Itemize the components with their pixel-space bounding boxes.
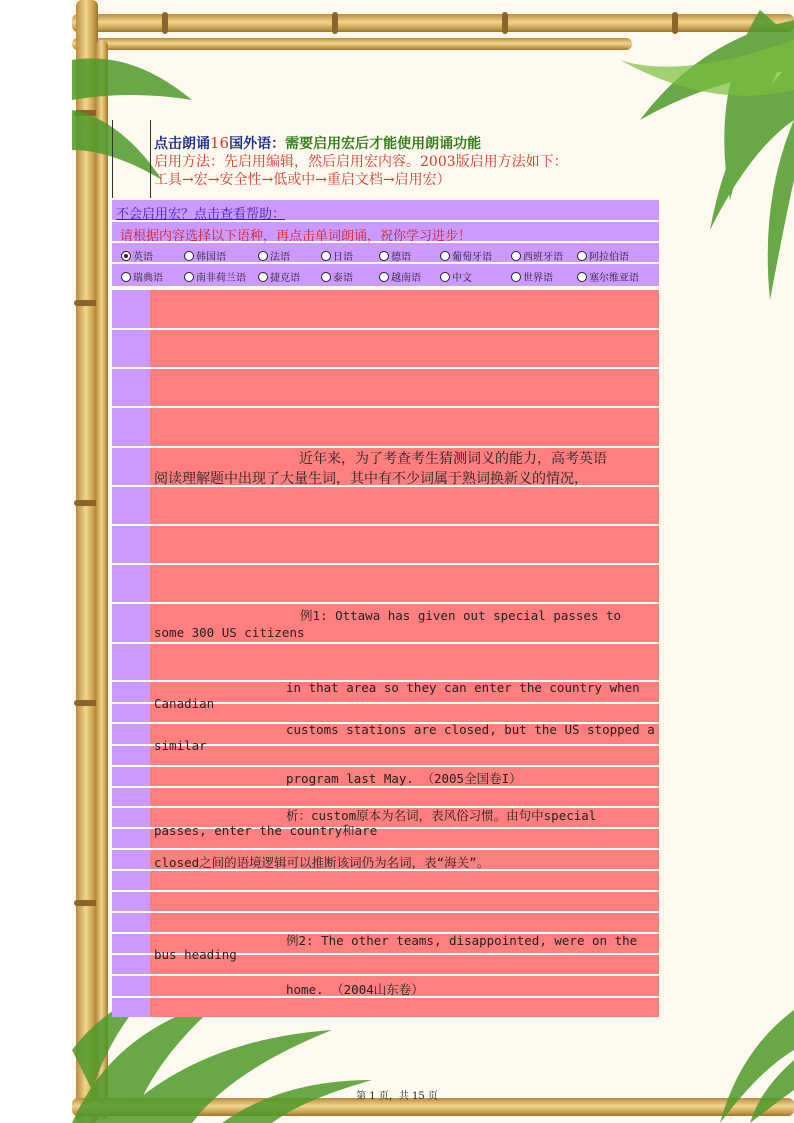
radio-label: 韩国语 <box>196 252 226 263</box>
example1-line-3-wrap <box>154 696 214 702</box>
radio-korean[interactable] <box>184 248 226 263</box>
analysis-line-1: 析：custom原本为名词，表风俗习惯。由句中special <box>286 808 597 823</box>
example1-line-4-wrap <box>154 738 207 744</box>
title-number: 16 <box>210 134 230 152</box>
macro-help-link[interactable]: 不会启用宏？点击查看帮助： <box>116 207 286 222</box>
radio-label: 葡萄牙语 <box>452 252 492 263</box>
radio-czech[interactable] <box>258 269 300 284</box>
header-right-rule <box>150 120 151 198</box>
radio-icon <box>577 272 587 282</box>
radio-swedish[interactable] <box>121 269 163 284</box>
title-rest: 需要启用宏后才能使用朗诵功能 <box>285 136 482 152</box>
radio-label: 捷克语 <box>270 273 300 284</box>
example1-line-5: program last May. （2005全国卷I） <box>286 771 522 786</box>
example1-line-1: 例1: Ottawa has given out special passes to <box>300 608 622 623</box>
intro-line-2: 阅读理解题中出现了大量生词，其中有不少词属于熟词换新义的情况， <box>154 471 588 487</box>
radio-esperanto[interactable] <box>511 269 553 284</box>
radio-arabic[interactable] <box>577 248 629 263</box>
page-title <box>154 134 654 153</box>
radio-chinese[interactable] <box>440 269 472 284</box>
divider <box>112 890 659 892</box>
radio-label: 英语 <box>133 252 153 263</box>
radio-label: 瑞典语 <box>133 273 163 284</box>
intro-line-1: 近年来，为了考查考生猜测词义的能力，高考英语 <box>299 451 607 467</box>
analysis-line-2: closed之间的语境逻辑可以推断该词仍为名词，表“海关”。 <box>154 855 490 870</box>
radio-icon <box>184 272 194 282</box>
divider <box>112 642 659 644</box>
radio-icon <box>511 251 521 261</box>
divider <box>112 367 659 369</box>
radio-selected-icon <box>121 251 131 261</box>
radio-label: 世界语 <box>523 273 553 284</box>
radio-icon <box>121 272 131 282</box>
instructions-line-1: 启用方法：先启用编辑，然后启用宏内容。2003版启用方法如下： <box>154 154 568 170</box>
radio-thai[interactable] <box>321 269 353 284</box>
radio-label: 越南语 <box>391 273 421 284</box>
radio-icon <box>258 251 268 261</box>
example2-line-1-wrap <box>154 947 237 953</box>
page-number: 第 1 页，共 15 页 <box>356 1091 438 1102</box>
radio-label: 阿拉伯语 <box>589 252 629 263</box>
title-prefix: 点击朗诵 <box>154 136 210 152</box>
radio-afrikaans[interactable] <box>184 269 246 284</box>
radio-french[interactable] <box>258 248 290 263</box>
radio-label: 法语 <box>270 252 290 263</box>
title-mid: 国外语： <box>229 136 286 152</box>
divider <box>112 406 659 408</box>
palm-leaves-bottom-right-icon <box>690 1010 794 1123</box>
radio-german[interactable] <box>379 248 411 263</box>
radio-label: 中文 <box>452 273 472 284</box>
radio-serbian[interactable] <box>577 269 639 284</box>
instructions-line-2: 工具→宏→安全性→低或中→重启文档→启用宏） <box>154 172 451 188</box>
radio-icon <box>440 272 450 282</box>
radio-icon <box>379 251 389 261</box>
divider <box>112 765 659 767</box>
divider <box>112 974 659 976</box>
radio-label: 泰语 <box>333 273 353 284</box>
radio-japanese[interactable] <box>321 248 353 263</box>
divider <box>112 563 659 565</box>
header <box>154 134 654 189</box>
radio-icon <box>258 272 268 282</box>
example1-line-2: some 300 US citizens <box>154 625 305 640</box>
radio-label: 塞尔维亚语 <box>589 273 639 284</box>
example1-line-4: customs stations are closed, but the US stopped a <box>286 722 655 737</box>
divider <box>112 524 659 526</box>
divider <box>112 848 659 850</box>
radio-label: 日语 <box>333 252 353 263</box>
radio-icon <box>511 272 521 282</box>
radio-icon <box>321 272 331 282</box>
radio-vietnamese[interactable] <box>379 269 421 284</box>
radio-icon <box>440 251 450 261</box>
radio-icon <box>379 272 389 282</box>
content-left-column <box>112 290 150 1017</box>
analysis-line-1-wrap <box>154 821 377 827</box>
radio-portuguese[interactable] <box>440 248 492 263</box>
instruction-subtitle: 请根据内容选择以下语种，再点击单词朗诵，祝你学习进步！ <box>120 229 472 244</box>
example1-line-3: in that area so they can enter the country when <box>286 680 640 695</box>
divider <box>112 328 659 330</box>
radio-icon <box>184 251 194 261</box>
radio-icon <box>321 251 331 261</box>
radio-label: 南非荷兰语 <box>196 273 246 284</box>
header-left-rule <box>112 120 113 198</box>
radio-icon <box>577 251 587 261</box>
radio-spanish[interactable] <box>511 248 563 263</box>
radio-label: 西班牙语 <box>523 252 563 263</box>
content-area <box>150 290 659 1017</box>
example2-line-1: 例2: The other teams, disappointed, were on the <box>286 933 638 948</box>
divider <box>112 911 659 913</box>
radio-label: 德语 <box>391 252 411 263</box>
example2-line-2: home. （2004山东卷） <box>286 982 424 997</box>
radio-english[interactable] <box>121 248 153 263</box>
divider <box>112 602 659 604</box>
